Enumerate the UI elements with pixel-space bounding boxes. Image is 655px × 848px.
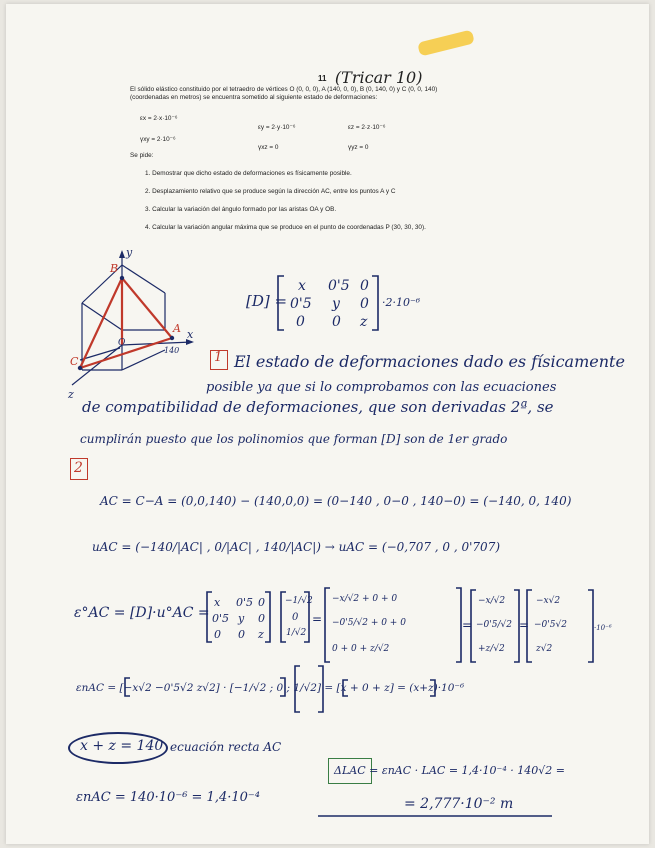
part1-marker: 1 — [214, 350, 223, 365]
eps-y: εy = 2·y·10⁻⁶ — [258, 124, 296, 131]
r1-2: −0'5/√2 + 0 + 0 — [332, 618, 406, 628]
r2-3: +z/√2 — [478, 644, 505, 654]
m-33: z — [258, 628, 264, 641]
u-1: −1/√2 — [285, 596, 313, 606]
eps-n-value: εnAC = 140·10⁻⁶ = 1,4·10⁻⁴ — [76, 790, 260, 805]
unit-vector: uAC = (−140/|AC| , 0/|AC| , 140/|AC|) → uAC = (−0,707 , 0 , 0'707) — [92, 540, 501, 554]
matrix-D-lhs: [D] = — [246, 292, 288, 310]
r1-1: −x/√2 + 0 + 0 — [332, 594, 398, 604]
bracket-right — [372, 276, 378, 330]
u-2: 0 — [292, 612, 299, 623]
m-23: 0 — [258, 612, 265, 625]
m-32: 0 — [238, 628, 245, 641]
d-32: 0 — [332, 314, 341, 330]
d-12: 0'5 — [328, 278, 350, 294]
part2-marker: 2 — [74, 460, 83, 476]
label-y: y — [126, 246, 133, 259]
gamma-xz: γxz = 0 — [258, 144, 279, 151]
eps-x: εx = 2·x·10⁻⁶ — [140, 115, 178, 122]
d-33: z — [360, 314, 368, 330]
d-31: 0 — [296, 314, 305, 330]
part1-line-3: de compatibilidad de deformaciones, que son derivadas 2ª, se — [82, 398, 554, 416]
label-O: O — [118, 338, 126, 348]
m-12: 0'5 — [236, 596, 254, 609]
r3-factor: ·10⁻⁶ — [594, 624, 612, 632]
d-23: 0 — [360, 296, 369, 312]
ac-vector: AC = C−A = (0,0,140) − (140,0,0) = (0−140 , 0−0 , 140−0) = (−140, 0, 140) — [100, 494, 572, 508]
problem-number: 11 — [318, 74, 327, 84]
part1-line-2: posible ya que si lo comprobamos con las ecuaciones — [206, 380, 557, 395]
label-140: 140 — [164, 346, 180, 355]
z-axis — [72, 345, 122, 385]
m-11: x — [214, 596, 221, 609]
task-3: 3. Calcular la variación del ángulo formado por las aristas OA y OB. — [145, 206, 337, 213]
d-21: 0'5 — [290, 296, 312, 312]
d-13: 0 — [360, 278, 369, 294]
d-11: x — [298, 278, 306, 294]
r3-2: −0'5√2 — [534, 620, 567, 630]
vertex-B — [120, 276, 124, 280]
label-x: x — [187, 328, 194, 341]
label-C: C — [70, 355, 79, 368]
task-2: 2. Desplazamiento relativo que se produce según la dirección AC, entre los puntos A y C — [145, 188, 396, 195]
statement-intro-2: (coordenadas en metros) se encuentra sometido al siguiente estado de deformaciones: — [130, 94, 378, 101]
m-21: 0'5 — [212, 612, 230, 625]
delta-line-2: = 2,777·10⁻² m — [404, 796, 514, 812]
task-4: 4. Calcular la variación angular máxima que se produce en el punto de coordenadas P (30, 30, 30). — [145, 224, 426, 231]
cube-edge — [122, 265, 165, 293]
m-22: y — [238, 612, 245, 625]
label-z: z — [68, 388, 74, 401]
recta-label: ecuación recta AC — [170, 740, 282, 754]
y-arrow — [119, 250, 125, 258]
recta-equation: x + z = 140 — [80, 738, 164, 754]
r2-1: −x/√2 — [478, 596, 506, 606]
r2-2: −0'5/√2 — [476, 620, 512, 630]
statement-intro-1: El sólido elástico constituido por el tetraedro de vértices O (0, 0, 0), A (140, 0, 0), B (0, 140, 0) y C (0, 0, 140) — [130, 86, 438, 93]
part1-line-4: cumplirán puesto que los polinomios que forman [D] son de 1er grado — [80, 432, 508, 446]
d-22: y — [332, 296, 340, 312]
r3-1: −x√2 — [536, 596, 561, 606]
gamma-xy: γxy = 2·10⁻⁶ — [140, 136, 176, 143]
m-13: 0 — [258, 596, 265, 609]
problem-handwritten-title: (Tricar 10) — [334, 68, 423, 87]
matrix-D-factor: ·2·10⁻⁶ — [382, 296, 421, 309]
label-A: A — [173, 322, 181, 335]
eps-n-line: εnAC = [−x√2 −0'5√2 z√2] · [−1/√2 ; 0 ; 1/√2] = [x + 0 + z] = (x+z)·10⁻⁶ — [76, 682, 465, 694]
part1-line-1: El estado de deformaciones dado es físicamente — [234, 352, 625, 371]
equals-2: = — [462, 618, 473, 632]
eps-z: εz = 2·z·10⁻⁶ — [348, 124, 386, 131]
se-pide: Se pide: — [130, 152, 154, 159]
vertex-A — [170, 336, 174, 340]
equals-3: = — [519, 618, 530, 632]
edge-BC — [80, 278, 122, 368]
u-3: 1/√2 — [286, 628, 307, 638]
r1-3: 0 + 0 + z/√2 — [332, 644, 390, 654]
task-1: 1. Demostrar que dicho estado de deformaciones es físicamente posible. — [145, 170, 352, 177]
m-31: 0 — [214, 628, 221, 641]
gamma-yz: γyz = 0 — [348, 144, 369, 151]
equals-1: = — [312, 612, 323, 626]
eps-vector-lhs: ε°AC = [D]·u°AC = — [74, 605, 210, 621]
r3-3: z√2 — [536, 644, 553, 654]
delta-line-1: ΔLAC = εnAC · LAC = 1,4·10⁻⁴ · 140√2 = — [334, 764, 565, 777]
label-B: B — [110, 262, 119, 275]
cube-edge — [82, 303, 122, 330]
vertex-C — [78, 366, 82, 370]
